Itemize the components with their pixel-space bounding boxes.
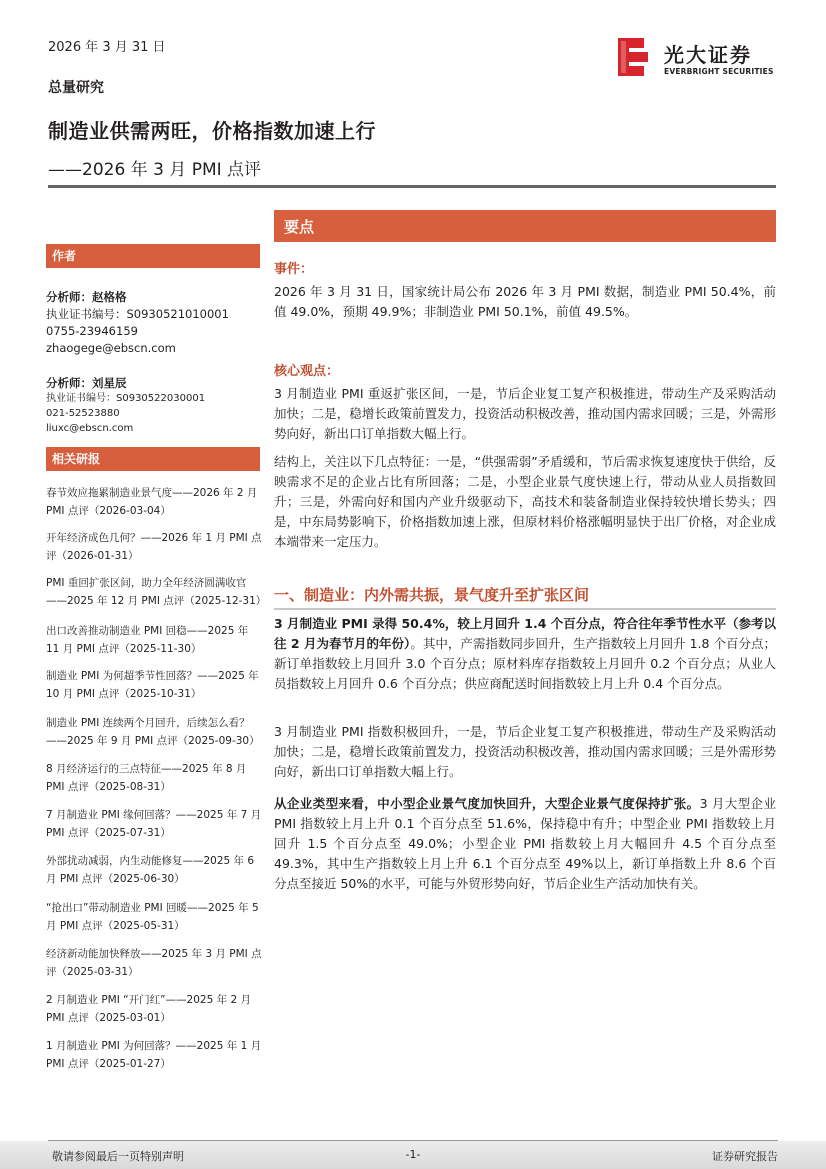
related-report-item[interactable]: 2 月制造业 PMI “开门红”——2025 年 2 月 PMI 点评（2025-03-01） xyxy=(46,994,251,1024)
related-research-heading: 相关研报 xyxy=(46,447,260,471)
report-subtitle: ——2026 年 3 月 PMI 点评 xyxy=(48,160,262,180)
event-paragraph: 2026 年 3 月 31 日，国家统计局公布 2026 年 3 月 PMI 数据，制造业 PMI 50.4%，前值 49.0%，预期 49.9%；非制造业 PMI 50.1%，前值 49.5%。 xyxy=(274,284,776,319)
related-research-list xyxy=(46,484,267,1124)
analyst1-phone: 0755-23946159 xyxy=(46,324,138,338)
analyst2-name: 分析师：刘星辰 xyxy=(46,376,127,390)
related-report-item[interactable]: 春节效应拖累制造业景气度——2026 年 2 月 PMI 点评（2026-03-04） xyxy=(46,487,258,517)
company-logo xyxy=(618,38,778,78)
related-report-item[interactable]: “抢出口”带动制造业 PMI 回暖——2025 年 5 月 PMI 点评（2025-05-31） xyxy=(46,902,259,932)
report-category: 总量研究 xyxy=(48,80,104,96)
core-view-paragraph-1: 3 月制造业 PMI 重返扩张区间，一是，节后企业复工复产积极推进，带动生产及采购活动加快；二是，稳增长政策前置发力，投资活动积极改善，推动国内需求回暖；三是，外需形势向好，新出口订单指数大幅上行。 xyxy=(274,386,776,441)
section-1-p3-body: 3 月大型企业 PMI 指数较上月上升 0.1 个百分点至 51.6%，保持稳中有升；中型企业 PMI 指数较上月回升 1.5 个百分点至 49.0%；小型企业 PMI 指数较上月大幅回升 4.5 个百分点至 49.3%，其中生产指数较上月上升 6.1 个百分点至 49%以上，新订单指数上升 8.6 个百分点至接近 50%的水平，可能与外贸形势向好，节后企业生产活动加快有关。 xyxy=(274,796,776,891)
authors-heading: 作者 xyxy=(46,244,260,268)
report-title: 制造业供需两旺，价格指数加速上行 xyxy=(48,119,376,143)
footer-doc-type: 证券研究报告 xyxy=(712,1150,778,1163)
related-report-item[interactable]: 经济新动能加快释放——2025 年 3 月 PMI 点评（2025-03-31） xyxy=(46,948,262,978)
section-1-paragraph-1 xyxy=(274,614,776,694)
related-report-item[interactable]: 制造业 PMI 连续两个月回升，后续怎么看？——2025 年 9 月 PMI 点评（2025-09-30） xyxy=(46,717,260,747)
related-report-item[interactable]: 7 月制造业 PMI 缘何回落？——2025 年 7 月 PMI 点评（2025-07-31） xyxy=(46,809,262,839)
section-1-divider xyxy=(274,608,776,610)
page-number: -1- xyxy=(405,1148,421,1161)
related-report-item[interactable]: PMI 重回扩张区间，助力全年经济圆满收官——2025 年 12 月 PMI 点评（2025-12-31） xyxy=(46,577,267,607)
report-date: 2026 年 3 月 31 日 xyxy=(48,40,166,55)
analyst1-cert: 执业证书编号：S0930521010001 xyxy=(46,307,229,321)
core-view-paragraph-2: 结构上，关注以下几点特征：一是，“供强需弱”矛盾缓和，节后需求恢复速度快于供给，反映需求不足的企业占比有所回落；二是，小型企业景气度快速上行，带动从业人员指数回升；三是，外需向好和国内产业升级驱动下，高技术和装备制造业保持较快增长势头；四是，中东局势影响下，价格指数加速上涨，但原材料价格涨幅明显快于出厂价格，对企业成本端带来一定压力。 xyxy=(274,454,776,549)
analyst1-name: 分析师：赵格格 xyxy=(46,290,127,304)
section-1-p1-lead: 3 月制造业 PMI 录得 50.4%，较上月回升 1.4 个百分点，符合往年季节性水平（参考以往 2 月为春节月的年份） xyxy=(274,616,776,651)
header-divider xyxy=(48,185,776,188)
logo-name-cn: 光大证券 xyxy=(664,43,752,67)
logo-name-en: EVERBRIGHT SECURITIES xyxy=(664,67,774,76)
core-view-label: 核心观点： xyxy=(274,364,340,379)
related-report-item[interactable]: 开年经济成色几何？——2026 年 1 月 PMI 点评（2026-01-31） xyxy=(46,532,262,562)
keypoints-banner xyxy=(274,210,776,242)
analyst2-phone: 021-52523880 xyxy=(46,408,120,419)
section-1-paragraph-2: 3 月制造业 PMI 指数积极回升，一是，节后企业复工复产积极推进，带动生产及采购活动加快；二是，稳增长政策前置发力，投资活动积极改善，推动国内需求回暖；三是外需形势向好，新出口订单指数大幅上行。 xyxy=(274,724,776,779)
section-1-p3-lead: 从企业类型来看，中小型企业景气度加快回升，大型企业景气度保持扩张。 xyxy=(274,796,700,811)
footer-disclaimer-note: 敬请参阅最后一页特别声明 xyxy=(52,1150,184,1163)
everbright-logo-icon xyxy=(618,38,648,76)
related-report-item[interactable]: 1 月制造业 PMI 为何回落？——2025 年 1 月 PMI 点评（2025-01-27） xyxy=(46,1040,262,1070)
main-content xyxy=(274,210,776,910)
related-report-item[interactable]: 外部扰动减弱，内生动能修复——2025 年 6 月 PMI 点评（2025-06-30） xyxy=(46,855,255,885)
section-1-paragraph-3 xyxy=(274,794,776,894)
event-label: 事件： xyxy=(274,262,314,277)
keypoints-heading: 要点 xyxy=(284,218,315,236)
related-report-item[interactable]: 8 月经济运行的三点特征——2025 年 8 月 PMI 点评（2025-08-31） xyxy=(46,763,247,793)
section-1-p1-body: 。其中，产需指数同步回升，生产指数较上月回升 1.8 个百分点；新订单指数较上月回升 3.0 个百分点；原材料库存指数较上月回升 0.2 个百分点；从业人员指数较上月回升 0.6 个百分点；供应商配送时间指数较上月上升 0.4 个百分点。 xyxy=(274,636,777,691)
analyst2-cert: 执业证书编号：S0930522030001 xyxy=(46,393,206,404)
analyst1-email[interactable]: zhaogege@ebscn.com xyxy=(46,341,176,355)
section-1-title: 一、制造业：内外需共振，景气度升至扩张区间 xyxy=(274,586,590,604)
related-report-item[interactable]: 制造业 PMI 为何超季节性回落？——2025 年 10 月 PMI 点评（2025-10-31） xyxy=(46,670,259,700)
related-report-item[interactable]: 出口改善推动制造业 PMI 回稳——2025 年 11 月 PMI 点评（2025-11-30） xyxy=(46,625,249,655)
analyst2-email[interactable]: liuxc@ebscn.com xyxy=(46,423,134,434)
